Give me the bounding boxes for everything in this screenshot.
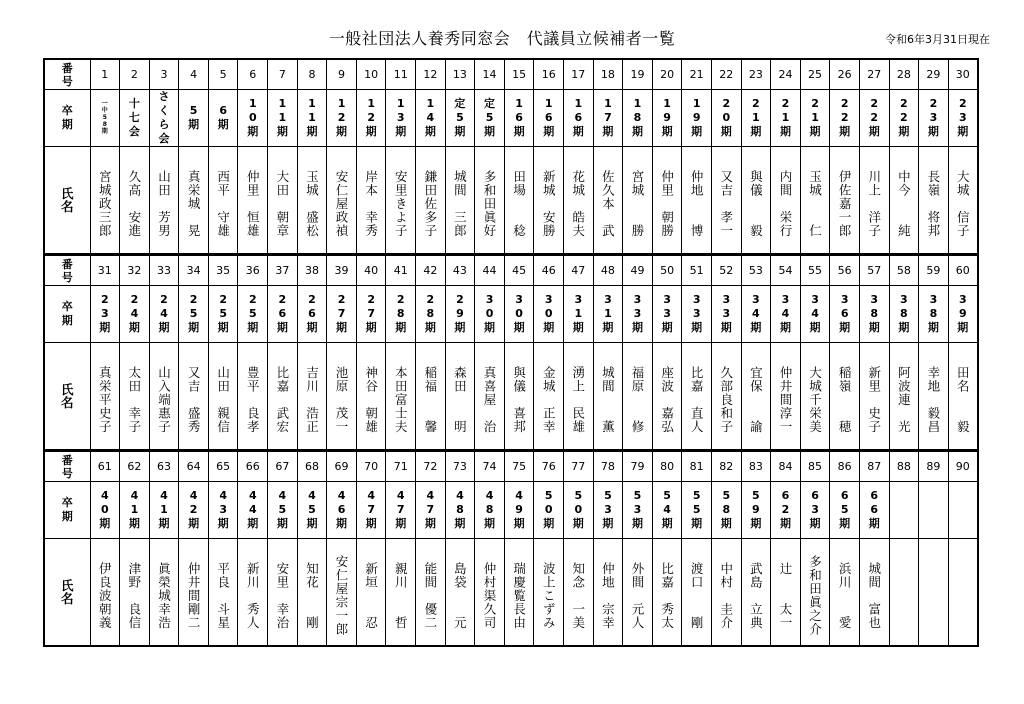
- candidate-generation: 22期: [889, 90, 919, 147]
- candidate-name: 知花 剛: [297, 539, 327, 647]
- candidate-generation: 十七会: [120, 90, 150, 147]
- candidate-name: 波上こずみ: [534, 539, 564, 647]
- candidate-number: 47: [564, 255, 594, 286]
- candidate-number: 42: [416, 255, 446, 286]
- candidate-number: 65: [208, 451, 238, 482]
- candidate-number: 56: [830, 255, 860, 286]
- candidate-name: 又吉 盛秀: [179, 343, 209, 451]
- candidate-name: 又吉 孝一: [711, 147, 741, 255]
- candidate-number: 73: [445, 451, 475, 482]
- candidate-generation: 30期: [475, 286, 505, 343]
- candidate-generation: 30期: [504, 286, 534, 343]
- row-header-generation: 卒期: [44, 90, 90, 147]
- candidate-generation: 19期: [682, 90, 712, 147]
- candidate-table: [43, 58, 979, 255]
- candidate-number: 77: [564, 451, 594, 482]
- candidate-generation: 22期: [859, 90, 889, 147]
- candidate-name: 伊佐嘉一郎: [830, 147, 860, 255]
- candidate-name: 伊良波朝義: [90, 539, 120, 647]
- candidate-number: 87: [859, 451, 889, 482]
- candidate-generation: 21期: [741, 90, 771, 147]
- candidate-generation: 49期: [504, 482, 534, 539]
- candidate-generation: 21期: [771, 90, 801, 147]
- candidate-number: 34: [179, 255, 209, 286]
- candidate-generation: 16期: [534, 90, 564, 147]
- candidate-generation: 42期: [179, 482, 209, 539]
- candidate-generation: 47期: [356, 482, 386, 539]
- candidate-generation: 55期: [682, 482, 712, 539]
- candidate-name: 比嘉 直人: [682, 343, 712, 451]
- candidate-name: 川上 洋子: [859, 147, 889, 255]
- candidate-number: 32: [120, 255, 150, 286]
- candidate-name: 花城 皓夫: [564, 147, 594, 255]
- candidate-generation: 48期: [445, 482, 475, 539]
- candidate-number: 51: [682, 255, 712, 286]
- candidate-number: 64: [179, 451, 209, 482]
- candidate-number: 72: [416, 451, 446, 482]
- name-row: [44, 343, 978, 451]
- candidate-number: 45: [504, 255, 534, 286]
- candidate-generation: 34期: [741, 286, 771, 343]
- candidate-number: 54: [771, 255, 801, 286]
- candidate-generation: 20期: [711, 90, 741, 147]
- row-header-generation: 卒期: [44, 482, 90, 539]
- candidate-generation: 26期: [268, 286, 298, 343]
- candidate-number: 50: [652, 255, 682, 286]
- candidate-name: 城間 富也: [859, 539, 889, 647]
- candidate-name: 山入端惠子: [149, 343, 179, 451]
- name-row: [44, 147, 978, 255]
- candidate-generation: 定5期: [445, 90, 475, 147]
- candidate-number: 61: [90, 451, 120, 482]
- candidate-name: 真栄城 晃: [179, 147, 209, 255]
- candidate-name: 阿波連 光: [889, 343, 919, 451]
- candidate-name: 武島 立典: [741, 539, 771, 647]
- candidate-number: 39: [327, 255, 357, 286]
- candidate-number: 26: [830, 59, 860, 90]
- candidate-number: 15: [504, 59, 534, 90]
- candidate-number: 22: [711, 59, 741, 90]
- candidate-number: 17: [564, 59, 594, 90]
- candidate-number: 10: [356, 59, 386, 90]
- candidate-generation: 54期: [652, 482, 682, 539]
- candidate-name: 内間 栄行: [771, 147, 801, 255]
- candidate-name: 鎌田佐多子: [416, 147, 446, 255]
- candidate-name: 瑞慶覧長由: [504, 539, 534, 647]
- candidate-generation: 6期: [208, 90, 238, 147]
- candidate-name: 豊平 良孝: [238, 343, 268, 451]
- candidate-number: 90: [948, 451, 978, 482]
- candidate-name: 仲地 宗幸: [593, 539, 623, 647]
- candidate-number: 78: [593, 451, 623, 482]
- candidate-name: 稲嶺 穂: [830, 343, 860, 451]
- candidate-generation: 19期: [652, 90, 682, 147]
- candidate-name: 多和田眞之介: [800, 539, 830, 647]
- candidate-generation: 23期: [90, 286, 120, 343]
- candidate-number: 16: [534, 59, 564, 90]
- candidate-generation: 11期: [268, 90, 298, 147]
- candidate-number: 75: [504, 451, 534, 482]
- row-header-name: 氏名: [44, 539, 90, 647]
- candidate-number: 18: [593, 59, 623, 90]
- candidate-name: 新里 史子: [859, 343, 889, 451]
- candidate-number: 41: [386, 255, 416, 286]
- candidate-number: 88: [889, 451, 919, 482]
- candidate-number: 44: [475, 255, 505, 286]
- candidate-number: 13: [445, 59, 475, 90]
- candidate-generation: 25期: [208, 286, 238, 343]
- candidate-number: 67: [268, 451, 298, 482]
- candidate-generation: 33期: [623, 286, 653, 343]
- candidate-generation: 47期: [416, 482, 446, 539]
- candidate-name: 親川 哲: [386, 539, 416, 647]
- candidate-name: 新城 安勝: [534, 147, 564, 255]
- candidate-number: 81: [682, 451, 712, 482]
- candidate-name: 池原 茂一: [327, 343, 357, 451]
- generation-row: [44, 90, 978, 147]
- candidate-name: 山田 芳男: [149, 147, 179, 255]
- candidate-generation: 50期: [534, 482, 564, 539]
- candidate-name: 安里きよ子: [386, 147, 416, 255]
- candidate-generation: 定5期: [475, 90, 505, 147]
- candidate-table: [43, 254, 979, 451]
- row-header-number: 番号: [44, 255, 90, 286]
- candidate-generation: 34期: [800, 286, 830, 343]
- candidate-generation: 25期: [238, 286, 268, 343]
- candidate-number: 38: [297, 255, 327, 286]
- candidate-name: 仲村渠久司: [475, 539, 505, 647]
- row-header-number: 番号: [44, 59, 90, 90]
- candidate-name: 宮城政三郎: [90, 147, 120, 255]
- candidate-generation: 41期: [120, 482, 150, 539]
- candidate-generation: 28期: [416, 286, 446, 343]
- candidate-name: 多和田眞好: [475, 147, 505, 255]
- candidate-number: 52: [711, 255, 741, 286]
- candidate-name: 宮城 勝: [623, 147, 653, 255]
- candidate-number: 6: [238, 59, 268, 90]
- candidate-generation: 21期: [800, 90, 830, 147]
- candidate-generation: 34期: [771, 286, 801, 343]
- candidate-name: 津野 良信: [120, 539, 150, 647]
- candidate-name: 宜保 諭: [741, 343, 771, 451]
- candidate-name: 城間 薫: [593, 343, 623, 451]
- candidate-generation: 47期: [386, 482, 416, 539]
- candidate-generation: 38期: [919, 286, 949, 343]
- candidate-number: 70: [356, 451, 386, 482]
- candidate-generation: 12期: [327, 90, 357, 147]
- candidate-number: 62: [120, 451, 150, 482]
- candidate-generation: 23期: [948, 90, 978, 147]
- candidate-generation: 31期: [564, 286, 594, 343]
- candidate-generation: 33期: [652, 286, 682, 343]
- candidate-generation: 53期: [623, 482, 653, 539]
- candidate-name: 中村 圭介: [711, 539, 741, 647]
- candidate-number: 21: [682, 59, 712, 90]
- candidate-generation: 14期: [416, 90, 446, 147]
- candidate-generation: 53期: [593, 482, 623, 539]
- candidate-number: 53: [741, 255, 771, 286]
- candidate-number: 84: [771, 451, 801, 482]
- candidate-generation: 13期: [386, 90, 416, 147]
- candidate-name: 玉城 盛松: [297, 147, 327, 255]
- candidate-name: 仲地 博: [682, 147, 712, 255]
- candidate-number: 1: [90, 59, 120, 90]
- candidate-generation: 33期: [682, 286, 712, 343]
- candidate-generation: [948, 482, 978, 539]
- candidate-number: 89: [919, 451, 949, 482]
- candidate-name: 辻 太一: [771, 539, 801, 647]
- candidate-number: 28: [889, 59, 919, 90]
- candidate-number: 30: [948, 59, 978, 90]
- candidate-generation: 43期: [208, 482, 238, 539]
- candidate-number: 7: [268, 59, 298, 90]
- candidate-generation: [919, 482, 949, 539]
- candidate-name: 仲井間淳一: [771, 343, 801, 451]
- candidate-generation: 27期: [356, 286, 386, 343]
- candidate-name: 安里 幸治: [268, 539, 298, 647]
- candidate-generation: 5期: [179, 90, 209, 147]
- candidate-number: 23: [741, 59, 771, 90]
- candidate-name: 大城千栄美: [800, 343, 830, 451]
- candidate-generation: 36期: [830, 286, 860, 343]
- candidate-name: [948, 539, 978, 647]
- candidate-number: 69: [327, 451, 357, 482]
- candidate-number: 5: [208, 59, 238, 90]
- candidate-generation: 38期: [859, 286, 889, 343]
- candidate-generation: 26期: [297, 286, 327, 343]
- candidate-name: 森田 明: [445, 343, 475, 451]
- candidate-generation: 29期: [445, 286, 475, 343]
- candidate-number: 85: [800, 451, 830, 482]
- candidate-number: 46: [534, 255, 564, 286]
- candidate-number: 58: [889, 255, 919, 286]
- candidate-name: 城間 三郎: [445, 147, 475, 255]
- candidate-number: 80: [652, 451, 682, 482]
- candidate-number: 48: [593, 255, 623, 286]
- candidate-number: 36: [238, 255, 268, 286]
- candidate-generation: 12期: [356, 90, 386, 147]
- candidate-name: 仲里 朝勝: [652, 147, 682, 255]
- candidate-name: 安仁屋政禎: [327, 147, 357, 255]
- candidate-name: 與儀 喜邦: [504, 343, 534, 451]
- candidate-generation: 31期: [593, 286, 623, 343]
- candidate-number: 79: [623, 451, 653, 482]
- candidate-number: 2: [120, 59, 150, 90]
- candidate-generation: 66期: [859, 482, 889, 539]
- candidate-number: 60: [948, 255, 978, 286]
- candidate-generation: [889, 482, 919, 539]
- candidate-number: 43: [445, 255, 475, 286]
- candidate-number: 33: [149, 255, 179, 286]
- candidate-name: 本田富士夫: [386, 343, 416, 451]
- candidate-number: 3: [149, 59, 179, 90]
- candidate-name: 佐久本 武: [593, 147, 623, 255]
- candidate-number: 86: [830, 451, 860, 482]
- candidate-name: 仲井間剛二: [179, 539, 209, 647]
- candidate-number: 27: [859, 59, 889, 90]
- candidate-generation: 一中58期: [90, 90, 120, 147]
- candidate-number: 4: [179, 59, 209, 90]
- candidate-name: 吉川 浩正: [297, 343, 327, 451]
- candidate-name: 比嘉 武宏: [268, 343, 298, 451]
- candidate-table: [43, 450, 979, 647]
- row-header-name: 氏名: [44, 147, 90, 255]
- candidate-name: 稲福 馨: [416, 343, 446, 451]
- candidate-number: 20: [652, 59, 682, 90]
- generation-row: [44, 482, 978, 539]
- candidate-name: 與儀 毅: [741, 147, 771, 255]
- candidate-name: 浜川 愛: [830, 539, 860, 647]
- candidate-generation: 16期: [564, 90, 594, 147]
- generation-row: [44, 286, 978, 343]
- candidate-generation: 40期: [90, 482, 120, 539]
- candidate-number: 29: [919, 59, 949, 90]
- row-header-number: 番号: [44, 451, 90, 482]
- candidate-name: 久部良和子: [711, 343, 741, 451]
- candidate-name: 岸本 幸秀: [356, 147, 386, 255]
- candidate-number: 35: [208, 255, 238, 286]
- candidate-name: 渡口 剛: [682, 539, 712, 647]
- candidate-generation: 33期: [711, 286, 741, 343]
- candidate-number: 19: [623, 59, 653, 90]
- candidate-name: 安仁屋宗一郎: [327, 539, 357, 647]
- candidate-number: 12: [416, 59, 446, 90]
- candidate-number: 71: [386, 451, 416, 482]
- candidate-generation: 28期: [386, 286, 416, 343]
- candidate-generation: 30期: [534, 286, 564, 343]
- candidate-generation: 58期: [711, 482, 741, 539]
- candidate-number: 25: [800, 59, 830, 90]
- candidate-number: 11: [386, 59, 416, 90]
- number-row: [44, 59, 978, 90]
- candidate-generation: 25期: [179, 286, 209, 343]
- candidate-generation: 10期: [238, 90, 268, 147]
- candidate-name: 真栄平史子: [90, 343, 120, 451]
- candidate-name: 大城 信子: [948, 147, 978, 255]
- candidate-name: [889, 539, 919, 647]
- candidate-number: 59: [919, 255, 949, 286]
- candidate-generation: 59期: [741, 482, 771, 539]
- candidate-number: 55: [800, 255, 830, 286]
- candidate-name: 大田 朝章: [268, 147, 298, 255]
- candidate-name: 比嘉 秀太: [652, 539, 682, 647]
- candidate-generation: 11期: [297, 90, 327, 147]
- candidate-name: 座波 嘉弘: [652, 343, 682, 451]
- candidate-number: 31: [90, 255, 120, 286]
- candidate-name: 湧上 民雄: [564, 343, 594, 451]
- candidate-generation: 27期: [327, 286, 357, 343]
- candidate-number: 14: [475, 59, 505, 90]
- candidate-name: 仲里 恒雄: [238, 147, 268, 255]
- page-title: 一般社団法人養秀同窓会 代議員立候補者一覧: [328, 29, 676, 48]
- candidate-number: 76: [534, 451, 564, 482]
- name-row: [44, 539, 978, 647]
- candidate-name: 福原 修: [623, 343, 653, 451]
- row-header-generation: 卒期: [44, 286, 90, 343]
- candidate-name: 幸地 毅昌: [919, 343, 949, 451]
- candidate-name: 眞榮城幸浩: [149, 539, 179, 647]
- candidate-name: 新川 秀人: [238, 539, 268, 647]
- candidate-generation: 45期: [297, 482, 327, 539]
- candidate-number: 37: [268, 255, 298, 286]
- candidate-name: 金城 正幸: [534, 343, 564, 451]
- candidate-generation: 17期: [593, 90, 623, 147]
- candidate-generation: 48期: [475, 482, 505, 539]
- candidate-generation: 16期: [504, 90, 534, 147]
- candidate-number: 49: [623, 255, 653, 286]
- candidate-generation: 45期: [268, 482, 298, 539]
- candidate-generation: 62期: [771, 482, 801, 539]
- candidate-number: 68: [297, 451, 327, 482]
- candidate-name: 久高 安進: [120, 147, 150, 255]
- candidate-number: 83: [741, 451, 771, 482]
- candidate-number: 24: [771, 59, 801, 90]
- candidate-generation: 46期: [327, 482, 357, 539]
- candidate-generation: 23期: [919, 90, 949, 147]
- candidate-generation: 18期: [623, 90, 653, 147]
- candidate-name: 真喜屋 治: [475, 343, 505, 451]
- candidate-name: 中今 純: [889, 147, 919, 255]
- candidate-name: 知念 一美: [564, 539, 594, 647]
- candidate-number: 9: [327, 59, 357, 90]
- candidate-name: 外間 元人: [623, 539, 653, 647]
- candidate-name: 西平 守雄: [208, 147, 238, 255]
- candidate-number: 82: [711, 451, 741, 482]
- as-of-date: 令和6年3月31日現在: [885, 33, 990, 46]
- candidate-generation: 22期: [830, 90, 860, 147]
- candidate-name: [919, 539, 949, 647]
- candidate-generation: 44期: [238, 482, 268, 539]
- candidate-generation: 24期: [120, 286, 150, 343]
- candidate-name: 山田 親信: [208, 343, 238, 451]
- candidate-name: 新垣 忍: [356, 539, 386, 647]
- candidate-name: 島袋 元: [445, 539, 475, 647]
- candidate-name: 田名 毅: [948, 343, 978, 451]
- candidate-name: 長嶺 将邦: [919, 147, 949, 255]
- candidate-name: 能間 優二: [416, 539, 446, 647]
- candidate-number: 8: [297, 59, 327, 90]
- candidate-name: 玉城 仁: [800, 147, 830, 255]
- candidate-name: 神谷 朝雄: [356, 343, 386, 451]
- candidate-number: 57: [859, 255, 889, 286]
- candidate-generation: 39期: [948, 286, 978, 343]
- candidate-generation: 24期: [149, 286, 179, 343]
- number-row: [44, 255, 978, 286]
- candidate-name: 田場 稔: [504, 147, 534, 255]
- candidate-name: 太田 幸子: [120, 343, 150, 451]
- candidate-number: 66: [238, 451, 268, 482]
- candidate-number: 74: [475, 451, 505, 482]
- candidate-generation: 41期: [149, 482, 179, 539]
- row-header-name: 氏名: [44, 343, 90, 451]
- candidate-generation: 63期: [800, 482, 830, 539]
- candidate-generation: 65期: [830, 482, 860, 539]
- candidate-number: 40: [356, 255, 386, 286]
- candidate-name: 平良 斗星: [208, 539, 238, 647]
- candidate-generation: 50期: [564, 482, 594, 539]
- number-row: [44, 451, 978, 482]
- candidate-number: 63: [149, 451, 179, 482]
- candidate-generation: さくら会: [149, 90, 179, 147]
- candidate-generation: 38期: [889, 286, 919, 343]
